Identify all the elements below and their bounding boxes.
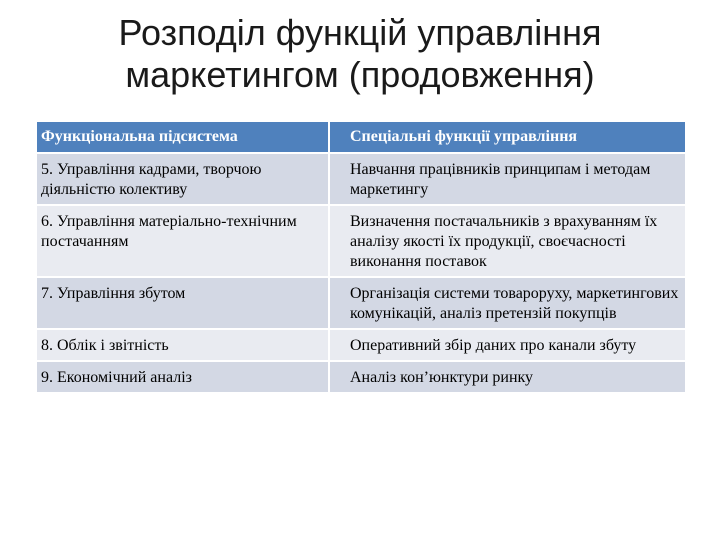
cell-subsystem: 9. Економічний аналіз <box>37 361 329 393</box>
table-row <box>37 153 685 205</box>
table-row <box>37 205 685 277</box>
slide-title-line-1: Розподіл функцій управління <box>118 12 602 53</box>
functions-table <box>37 122 685 394</box>
slide-title-line-2: маркетингом (продовження) <box>125 54 595 95</box>
cell-functions: Оперативний збір даних про канали збуту <box>329 329 685 361</box>
cell-functions: Навчання працівників принципам і методам маркетингу <box>329 153 685 205</box>
table-header-row <box>37 122 685 153</box>
table-row <box>37 361 685 393</box>
table-row <box>37 277 685 329</box>
table-row <box>37 329 685 361</box>
slide-title <box>0 12 720 96</box>
cell-functions: Визначення постачальників з врахуванням їх аналізу якості їх продукції, своєчасності виконання поставок <box>329 205 685 277</box>
cell-subsystem: 5. Управління кадрами, творчою діяльністю колективу <box>37 153 329 205</box>
cell-subsystem: 6. Управління матеріально-технічним постачанням <box>37 205 329 277</box>
cell-subsystem: 8. Облік і звітність <box>37 329 329 361</box>
header-special-functions: Спеціальні функції управління <box>329 122 685 153</box>
header-functional-subsystem: Функціональна підсистема <box>37 122 329 153</box>
cell-functions: Організація системи товароруху, маркетингових комунікацій, аналіз претензій покупців <box>329 277 685 329</box>
cell-functions: Аналіз кон’юнктури ринку <box>329 361 685 393</box>
cell-subsystem: 7. Управління збутом <box>37 277 329 329</box>
